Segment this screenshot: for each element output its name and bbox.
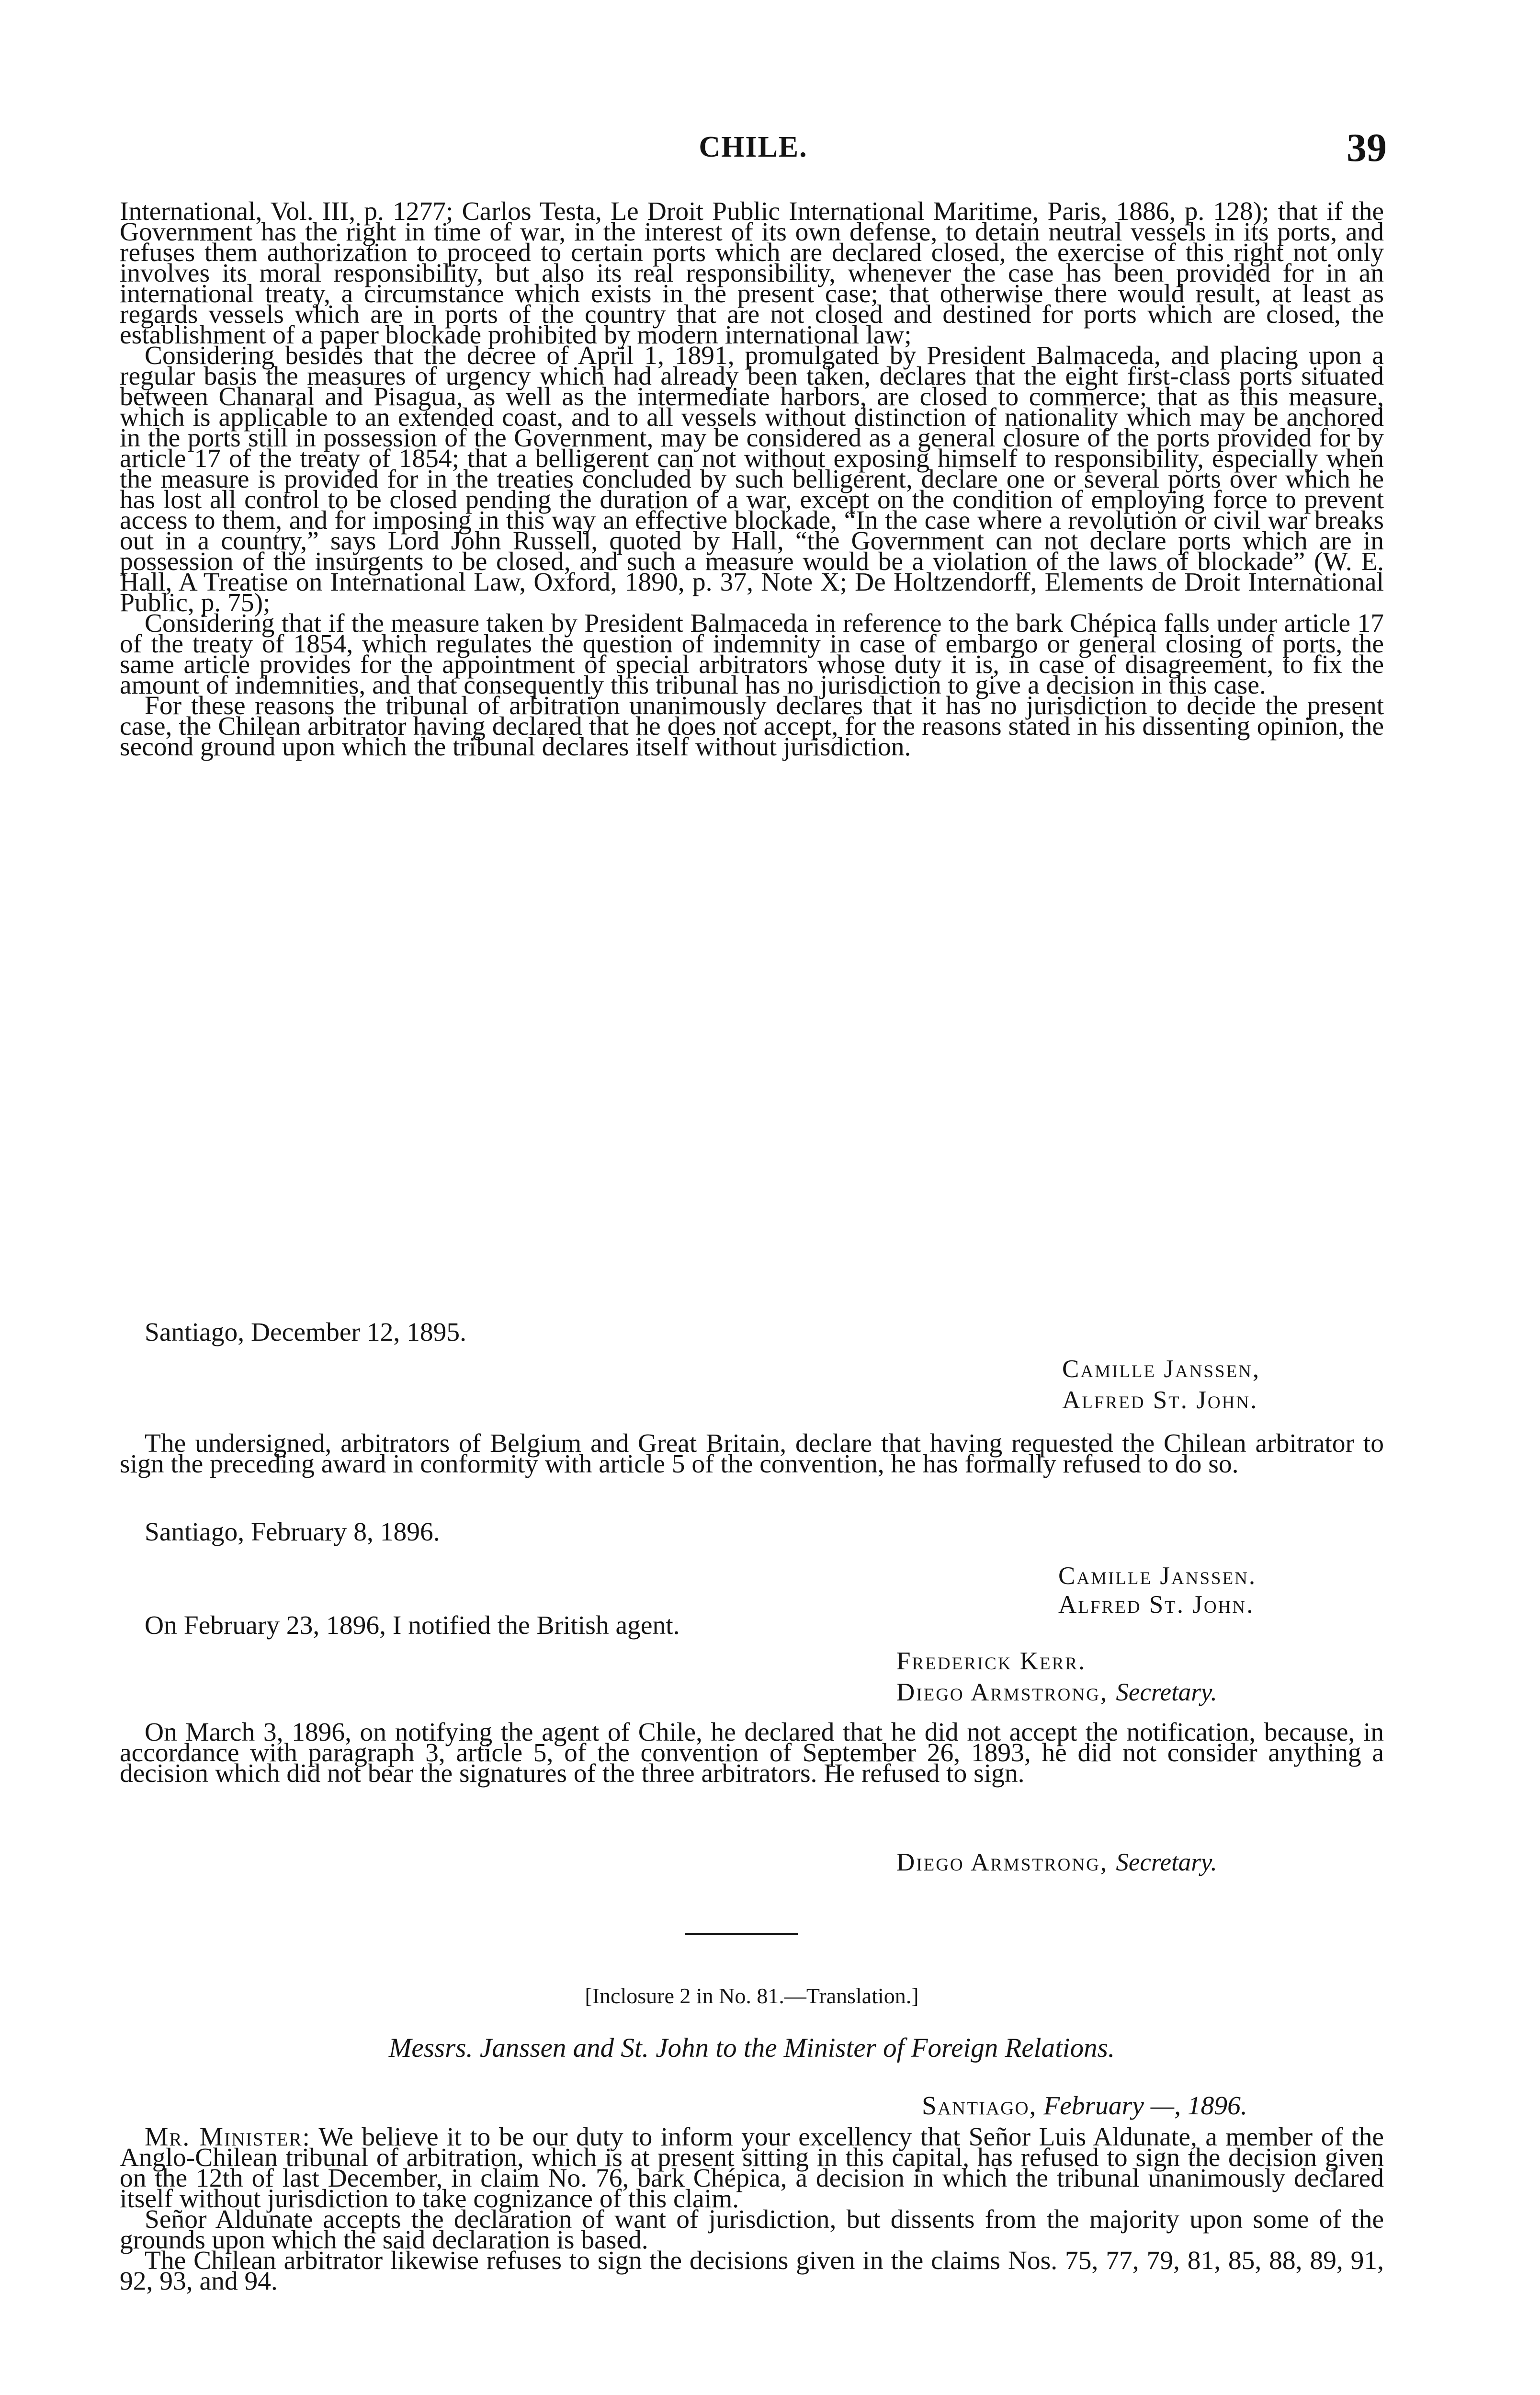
award-signatory: Camille Janssen, (1062, 1355, 1261, 1383)
notification-signatory: Frederick Kerr. (896, 1647, 1087, 1675)
letter-paragraph (120, 2122, 1384, 2213)
declaration-signatory: Alfred St. John. (1058, 1591, 1255, 1619)
running-head: CHILE. (699, 131, 808, 163)
section-divider (685, 1933, 798, 1935)
letter-paragraph: Señor Aldunate accepts the declaration of want of jurisdiction, but dissents from the majority upon some of the grounds upon which the said declaration is based. (120, 2205, 1384, 2255)
signatory-title: Secretary. (1116, 1678, 1217, 1706)
letter-paragraph-text: We believe it to be our duty to inform your excellency that Señor Luis Aldunate, a member of the Anglo-Chilean tribunal of arbitration, which is at present sitting in this capital, has refused to sign the decision given on the 12th of last December, in claim No. 76, bark Chépica, a decision in which the tribunal unanimously declared itself without jurisdiction to take cognizance of this claim. (120, 2122, 1384, 2213)
notification-chile-paragraph: On March 3, 1896, on notifying the agent of Chile, he declared that he did not accept the notification, because, in accordance with paragraph 3, article 5, of the convention of September 26, 1893, he did not consider anything a decision which did not bear the signatures of the three arbitrators. He refused to sign. (120, 1718, 1384, 1788)
letter-paragraph: The Chilean arbitrator likewise refuses to sign the decisions given in the claims Nos. 75, 77, 79, 81, 85, 88, 89, 91, 92, 93, and 94. (120, 2246, 1384, 2296)
letter-date: February —, 1896. (1043, 2091, 1247, 2121)
award-paragraph: Considering besides that the decree of April 1, 1891, promulgated by President Balmaceda, and placing upon a regular basis the measures of urgency which had already been taken, declares that the eight first-class ports situated between Chanaral and Pisagua, as well as the intermediate harbors, are closed to commerce; that as this measure, which is applicable to an extended coast, and to all vessels without distinction of nationality which may be anchored in the ports still in possession of the Government, may be considered as a general closure of the ports provided for by article 17 of the treaty of 1854; that a belligerent can not without exposing himself to responsibility, especially when the measure is provided for in the treaties concluded by such belligerent, declare one or several ports over which he has lost all control to be closed pending the duration of a war, except on the condition of employing force to prevent access to them, and for imposing in this way an effective blockade, “In the case where a revolution or civil war breaks out in a country,” says Lord John Russell, quoted by Hall, “the Government can not declare ports which are in possession of the insurgents to be closed, and such a measure would be a violation of the laws of blockade” (W. E. Hall, A Treatise on International Law, Oxford, 1890, p. 37, Note X; De Holtzendorff, Elements de Droit International Public, p. 75); (120, 341, 1384, 617)
notification-signatory (896, 1679, 1217, 1706)
letter-body (120, 2122, 1384, 2296)
declaration-signatory: Camille Janssen. (1058, 1562, 1257, 1590)
award-signatory: Alfred St. John. (1062, 1386, 1258, 1414)
inclosure-heading: [Inclosure 2 in No. 81.—Translation.] (585, 1984, 919, 2008)
declaration-date: Santiago, February 8, 1896. (145, 1517, 440, 1547)
award-paragraph: Considering that if the measure taken by President Balmaceda in reference to the bark Chépica falls under article 17 of the treaty of 1854, which regulates the question of indemnity in case of embargo or general closing of ports, the same article provides for the appointment of special arbitrators whose duty it is, in case of disagreement, to fix the amount of indemnities, and that consequently this tribunal has no jurisdiction to give a decision in this case. (120, 609, 1384, 700)
signatory-name: Diego Armstrong, (896, 1848, 1109, 1876)
notification-british: On February 23, 1896, I notified the British agent. (145, 1611, 680, 1640)
declaration-text (120, 1429, 1384, 1479)
award-text (120, 197, 1384, 762)
declaration-paragraph: The undersigned, arbitrators of Belgium and Great Britain, declare that having requested the Chilean arbitrator to sign the preceding award in conformity with article 5 of the convention, he has formally refused to do so. (120, 1429, 1384, 1479)
signatory-title: Secretary. (1116, 1848, 1217, 1876)
award-date: Santiago, December 12, 1895. (145, 1318, 466, 1347)
page-header (120, 125, 1387, 183)
letter-place: Santiago, (922, 2091, 1037, 2121)
page-number: 39 (1347, 125, 1387, 170)
letter-title: Messrs. Janssen and St. John to the Minister of Foreign Relations. (388, 2033, 1115, 2063)
award-paragraph: For these reasons the tribunal of arbitration unanimously declares that it has no jurisdiction to decide the present case, the Chilean arbitrator having declared that he does not accept, for the reasons stated in his dissenting opinion, the second ground upon which the tribunal declares itself without jurisdiction. (120, 691, 1384, 762)
letter-dateline (922, 2091, 1247, 2121)
award-paragraph: International, Vol. III, p. 1277; Carlos Testa, Le Droit Public International Maritime, Paris, 1886, p. 128); that if the Government has the right in time of war, in the interest of its own defense, to detain neutral vessels in its ports, and refuses them authorization to proceed to certain ports which are declared closed, the exercise of this right not only involves its moral responsibility, but also its real responsibility, whenever the case has been provided for in an international treaty, a circumstance which exists in the present case; that otherwise there would result, at least as regards vessels which are in ports of the country that are not closed and destined for ports which are closed, the establishment of a paper blockade prohibited by modern international law; (120, 197, 1384, 350)
salutation: Mr. Minister: (145, 2122, 311, 2152)
notification-chile-signatory (896, 1849, 1217, 1876)
notification-chile-text (120, 1718, 1384, 1788)
signatory-name: Diego Armstrong, (896, 1678, 1109, 1706)
